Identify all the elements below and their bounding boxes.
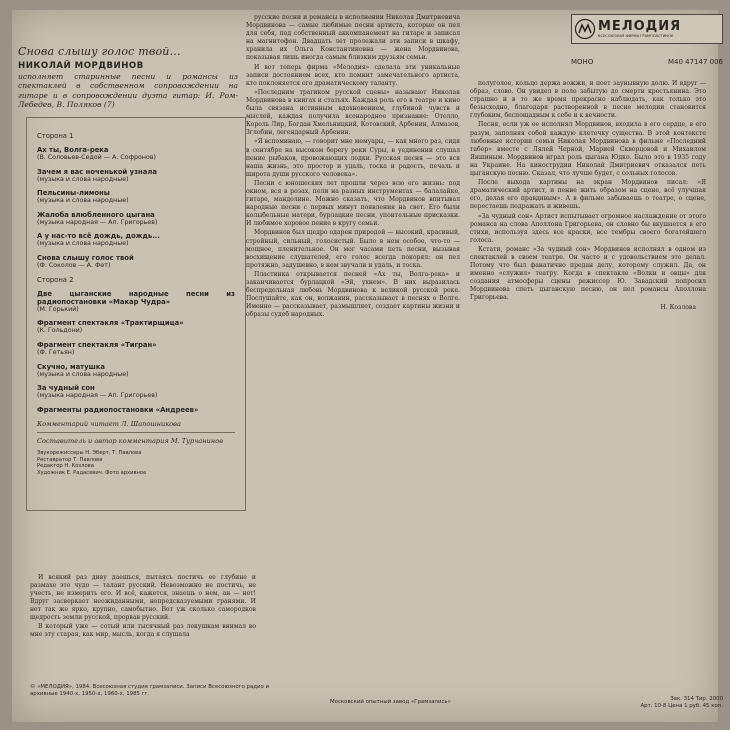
album-title: Снова слышу голос твой... bbox=[18, 45, 181, 58]
track-item: Две цыганские народные песни из радиопостановки «Макар Чудра» (М. Горький) bbox=[37, 289, 235, 313]
track-item: Снова слышу голос твой (Ф. Соколов — А. Фет) bbox=[37, 254, 134, 270]
track-item: Ах ты, Волга-река (В. Соловьев-Седой — А. Софронов) bbox=[37, 146, 156, 162]
compiler-credit: Составитель и автор комментария М. Турчанинов bbox=[37, 436, 224, 445]
column-left bbox=[18, 45, 238, 511]
print-info: Зак. 314 Тир. 2000 Арт. 10-8 Цена 1 руб. 45 коп. bbox=[640, 696, 723, 709]
label-name: МЕЛОДИЯ bbox=[598, 19, 682, 35]
tracklist-box bbox=[26, 117, 246, 511]
track-item: Пельсины-лимоны (музыка и слова народные) bbox=[37, 189, 129, 205]
column-right: полуголое, кольцо держа вожжи, и поет заунывную долю. И вдруг — образ, слово. Он увидел в поле забытую до смерти крестьянина. Это страшно и в то же время прекрасно наблюдать, как только это безысходно, благодаря растворенной в песне мелодии становится глубоким, беспощадным к себе и к вечности. Песня, если уж ее исполнял Мордвинов, входила в его сердце, в его разум, заполняя собой каждую клеточку существа. В этой контексте любовные истории семьи Николая Мордвинова в фильме «Последний табор» вместе с Лялей Черной, Марией Скворцовой и Михаилом Яншиным. Мордвинов играл роль цыгана Юдко. Было это в 1935 году на Украине. На кинострудии Николай Дмитриевич отказался петь цыганскую песню. Сказал, что лучше будет, с сольных голосов. После выхода картины на экран Мордвинов писал: «Я драматический артист, и пение жить образом на сцене, всё улучшая его, делая его правдивым». А в фильме забываешь о театре, о сцене, перестаешь подражать и живешь. «За чудный сон» Артист испытывает огромное наслаждение от этого романса на слова Аполлона Григорьева, он словно бы вкушается в его стихи, используя здесь все краски, все тембры своего богатейшего голоса. Кстати, романс «За чудный сон» Мордвинов исполнял в одном из спектаклей в своем театре. Он часто и с удовольствием это делал. Потому что был фанатично предан делу, которому служил. Да, он именно «служил» театру. Когда в спектакле «Волки и овцы» для создания атмосферы сцены режиссер Ю. Завадский попросил Мордвинова спеть цыганскую песню, он пел романсы Аполлона Григорьева. Н. Козлова bbox=[470, 80, 706, 311]
plant-name: Московский опытный завод «Грамзапись» bbox=[330, 699, 451, 705]
catalog-number: М40 47147 006 bbox=[667, 58, 723, 66]
format-mono: МОНО bbox=[571, 58, 594, 66]
artist-name: НИКОЛАЙ МОРДВИНОВ bbox=[18, 61, 144, 72]
author-signature: Н. Козлова bbox=[660, 303, 696, 311]
intro-text: И всякий раз диву даешься, пытаясь постичь ее глубине и размахе это чудо — талант русский. Невозможно не постичь, не учесть, не измерить его. И всё, кажется, знаешь о нем, ан — нет! Вдруг засверкает неожиданными, непредсказуемыми гранями. И нет так же ярко, крупно, самобытно. Вот уж сколько самородков щедрость земли русской, прорвав русский. В который уже — сотый или тысячный раз лекушкам внимал во мне эту старая, как мир, мысль, когда я слушала bbox=[30, 574, 256, 638]
divider bbox=[37, 432, 235, 433]
commentary-note: Комментарий читает Л. Шапошникова bbox=[37, 419, 181, 428]
track-item: Жалоба влюбленного цыгана (музыка народная — Ап. Григорьев) bbox=[37, 210, 158, 226]
side-1-label: Сторона 1 bbox=[37, 132, 74, 140]
column-middle: русские песни и романсы в исполнении Николая Дмитриевича Мордвинова — самые любимые песни артиста, которые он пел для себя, под собственный аккомпанемент на гитаре и записал на магнитофон. Двадцать лет пролежали эти записи в шкафу, хранила их Ольга Константиновна — жена Мордвинова, показывая лишь иногда самым близким друзьям семьи. И вот теперь фирма «Мелодия» сделала эти уникальные записи достоянием всех, кто помнит замечательного артиста, кто поклоняется его драматическому таланту. «Последним трагиком русской сцены» называют Николая Мордвинова в книгах и статьях. Каждая роль его в театре и кино была связана истинным вдохновением, глубиной чувств и мыслей, каждая получила всенародное признание: Отелло, Король Лир, Богдан Хмельницкий, Котовский, Арбенин, Алмазов, Зглобин, легендарный Арбенин. «Я вспоминаю, — говорит мне мемуары, — как много раз, сидя в сентябре на высоком берегу реки Суры, в уединении слушал пение рыбаков, провожающих лодки. Русская песня — это вся наша жизнь, это простор и удаль, тоска и радость, печаль и широта души русского человека». Песни с юношеских лет прошли через всю его жизнь: под окном, вся в розах, пели на разных инструментах — балалайке, гитаре, мандолине. Можно сказать, что Мордвинов впитывал народные песни с первых минут появления на свет. Его были колыбельные матери, бурлацкие песни, упоительные присказки. И любимое хоровое пение в кругу семьи. Мордвинов был щедро одарен природой — высокий, красивый, стройный, сильный, голосистый. Было в нем особое, что-то — мощное, пленительное. Он мог часами петь песни, вызывая восхищение слушателей, его голос всегда покорял: он пел протяжно, задушевно, в нем звучали и удаль, и тоска. Пластинка открывается песней «Ах ты, Волга-река» и заканчивается бурлацкой «Эй, ухнем». В них выразилась беспредельная любовь Мордвинова к великой русской реке. Послушайте, как он, волжанин, рассказывает в песнях о Волге. Именно — рассказывает, размышляет, создает картины жизни и образы судеб народных. bbox=[246, 14, 460, 319]
track-item: За чудный сон (музыка народная — Ап. Григорьев) bbox=[37, 384, 158, 400]
melodiya-logo bbox=[571, 14, 723, 44]
side-2-label: Сторона 2 bbox=[37, 275, 74, 284]
crew-credits: Звукорежиссеры Н. Эберт, Т. Павлова Реставратор Т. Павлова Редактор Н. Козлова Художник Е. Радасевич. Фото архивное bbox=[37, 449, 147, 477]
album-subtitle: исполняет старинные песни и романсы из спектаклей в собственном сопровождении на гитаре и в сопровождении дуэта гитар: И. Ром-Лебедев, В. Поляков (7) bbox=[18, 72, 238, 109]
track-item: А у нас-то всё дождь, дождь... (музыка и слова народные) bbox=[37, 232, 160, 248]
track-item: Фрагмент спектакля «Трактирщица» (К. Гольдони) bbox=[37, 319, 184, 335]
track-item: Фрагмент спектакля «Тигран» (Ф. Гетьян) bbox=[37, 340, 157, 356]
melodiya-emblem-icon bbox=[572, 16, 598, 42]
label-subtitle: ВСЕСОЮЗНАЯ ФИРМА ГРАМПЛАСТИНОК bbox=[598, 34, 674, 39]
track-item: Скучно, матушка (музыка и слова народные) bbox=[37, 362, 129, 378]
catalog-line bbox=[571, 58, 723, 66]
copyright-notice: © «МЕЛОДИЯ», 1984. Всесоюзная студия грамзаписи. Записи Всесоюзного радио и архивные 1940-х, 1950-х, 1960-х, 1985 гг. bbox=[30, 684, 269, 697]
track-item: Зачем я вас ноченькой узнала (музыка и слова народные) bbox=[37, 167, 157, 183]
track-item: Фрагменты радиопостановки «Андреев» bbox=[37, 405, 199, 414]
